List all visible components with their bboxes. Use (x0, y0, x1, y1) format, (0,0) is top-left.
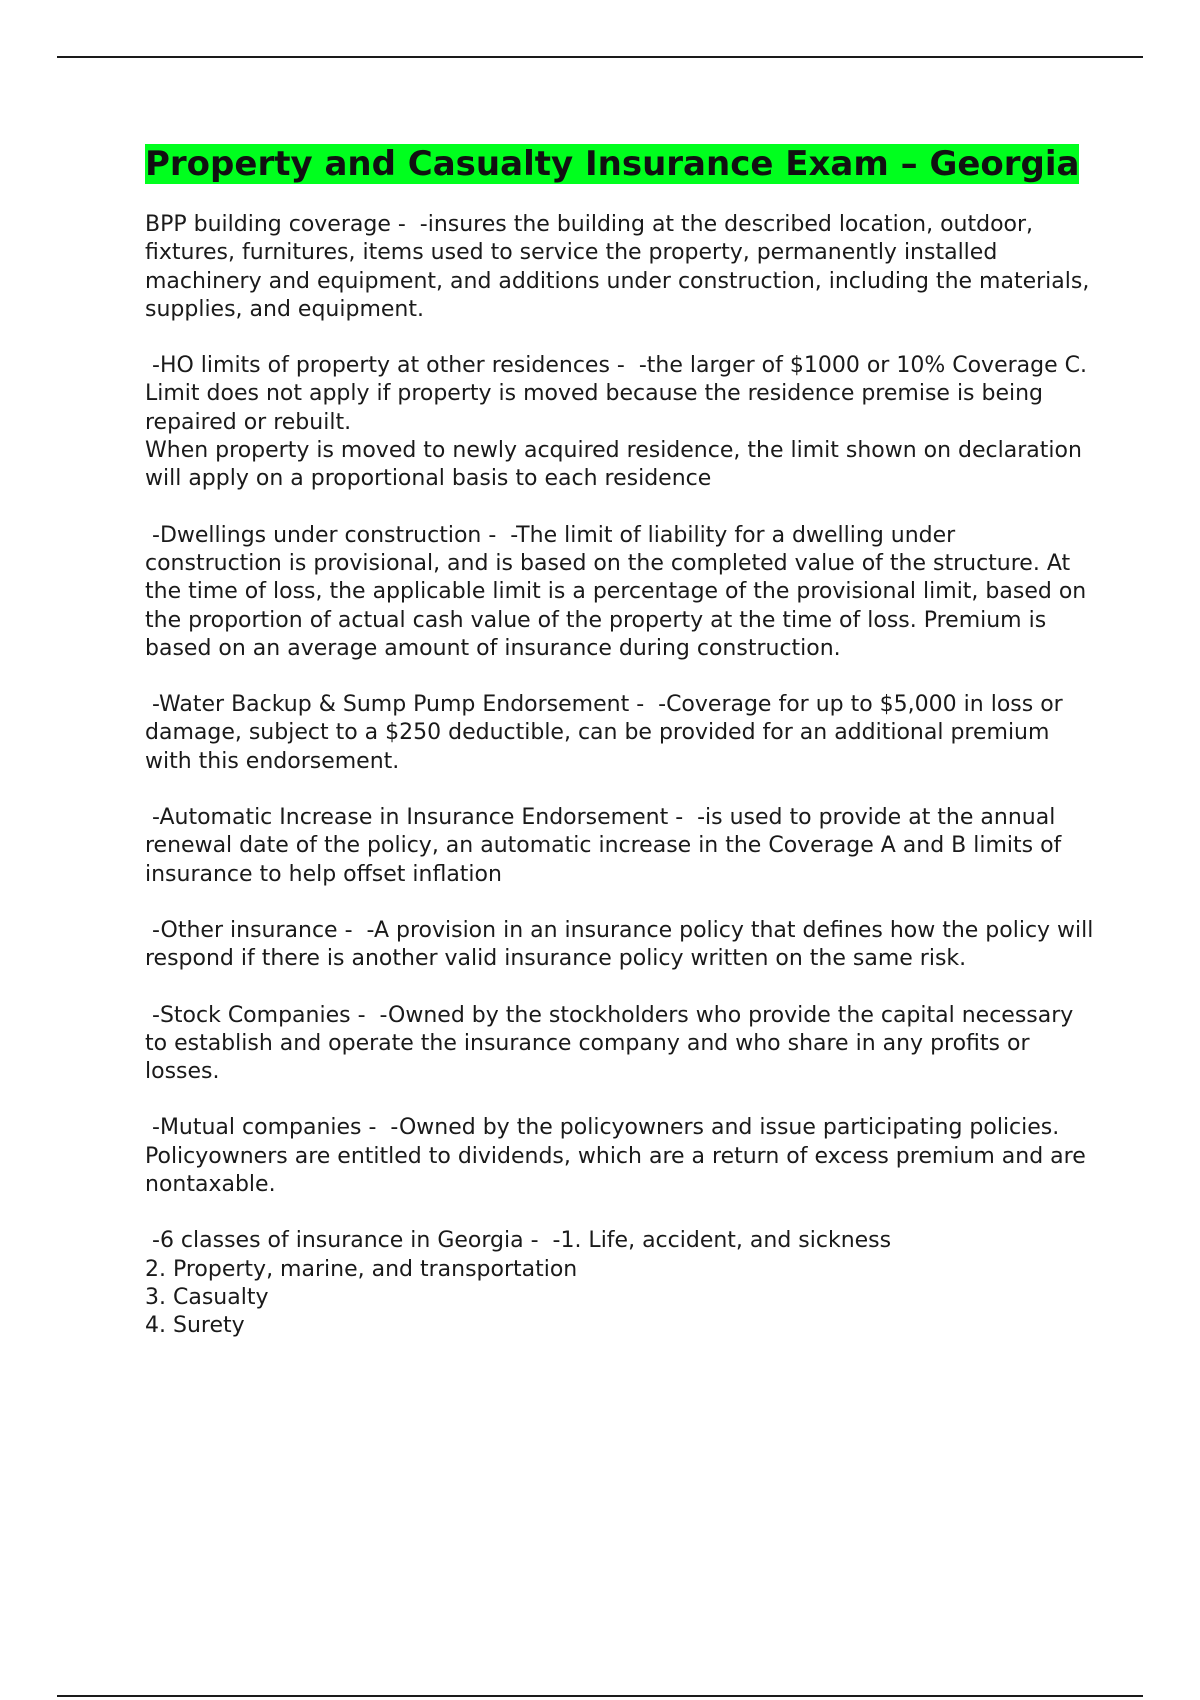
flashcard-entry: -Dwellings under construction - -The limit of liability for a dwelling under construction is provisional, and is based on the completed value of the structure. At the time of loss, the applicable limit is a percentage of the provisional limit, based on the proportion of actual cash value of the property at the time of loss. Premium is based on an average amount of insurance during construction. (145, 522, 1094, 661)
flashcard-entry: -Mutual companies - -Owned by the policyowners and issue participating policies. Policyowners are entitled to dividends, which are a return of excess premium and are nontaxable. (145, 1115, 1093, 1198)
flashcard-entry: BPP building coverage - -insures the building at the described location, outdoor, fixtures, furnitures, items used to service the property, permanently installed machinery and equipment, and additions under construction, including the materials, supplies, and equipment. (145, 212, 1097, 322)
header-rule (57, 56, 1143, 58)
document-body (145, 143, 1101, 1369)
document-title (145, 143, 1095, 185)
flashcard-entry: -Automatic Increase in Insurance Endorsement - -is used to provide at the annual renewal date of the policy, an automatic increase in the Coverage A and B limits of insurance to help offset inflation (145, 805, 1069, 887)
flashcard-entry: -Stock Companies - -Owned by the stockholders who provide the capital necessary to establish and operate the insurance company and who share in any profits or losses. (145, 1002, 1081, 1085)
flashcard-entry: -Other insurance - -A provision in an insurance policy that defines how the policy will respond if there is another valid insurance policy written on the same risk. (145, 917, 1101, 972)
flashcard-entry: -6 classes of insurance in Georgia - -1. Life, accident, and sickness 2. Property, marine, and transportation 3. Casualty 4. Surety (145, 1228, 892, 1339)
flashcard-entry: -HO limits of property at other residences - -the larger of $1000 or 10% Coverage C. Limit does not apply if property is moved because the residence premise is being repaired or rebuilt. When property is moved to newly acquired residence, the limit shown on declaration will apply on a proportional basis to each residence (145, 353, 1087, 492)
flashcard-entry: -Water Backup & Sump Pump Endorsement - -Coverage for up to $5,000 in loss or damage, subject to a $250 deductible, can be provided for an additional premium with this endorsement. (145, 692, 1070, 774)
footer-rule (57, 1695, 1143, 1697)
title-highlight: Property and Casualty Insurance Exam – Georgia (145, 144, 1080, 184)
